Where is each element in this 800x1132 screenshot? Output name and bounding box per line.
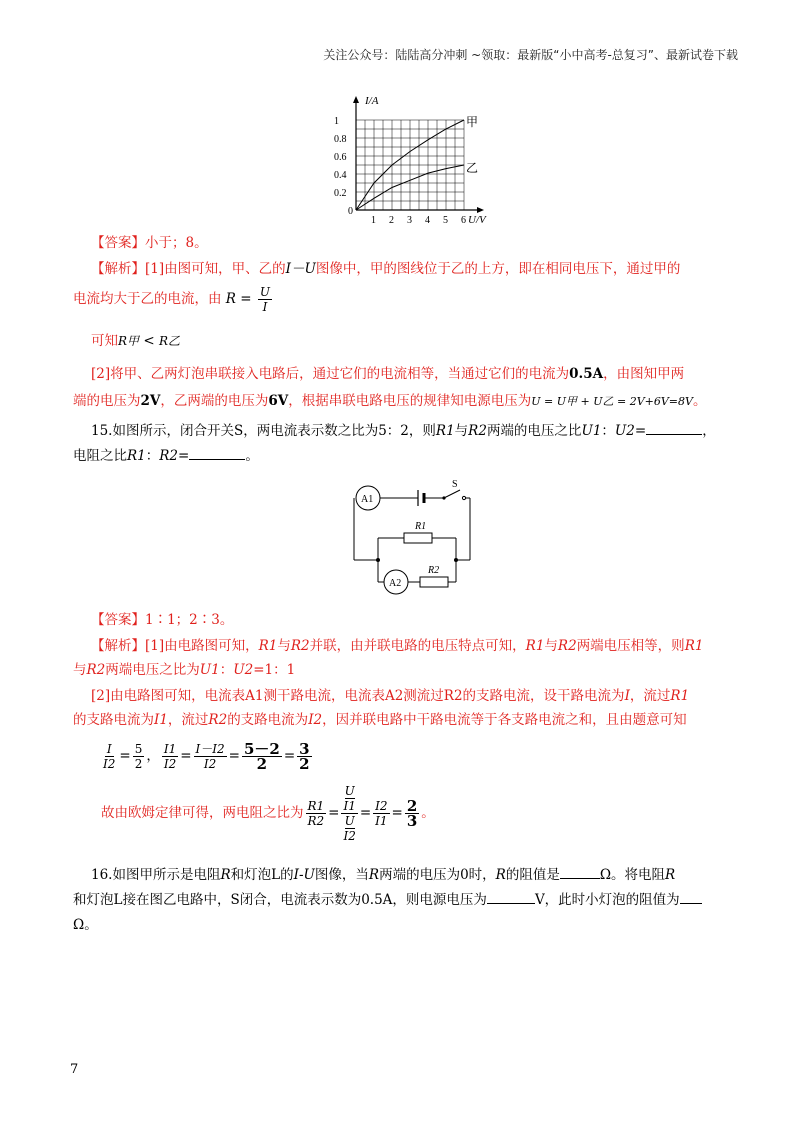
analysis-label: 【解析】 <box>91 261 145 277</box>
origin-label: 0 <box>348 206 353 217</box>
svg-text:S: S <box>452 479 458 490</box>
q16-question-line1: 16.如图甲所示是电阻R和灯泡L的I-U图像，当R两端的电压为0时，R的阻值是 Ω。将电阻R <box>73 862 733 888</box>
switch-s <box>444 490 460 498</box>
q15-analysis-line1: 【解析】[1]由电路图可知，R1与R2并联，由并联电路的电压特点可知，R1与R2两端电压相等，则R1 <box>91 638 704 654</box>
x-tick-label: 1 <box>371 215 376 226</box>
y-tick-label: 0.6 <box>334 152 347 163</box>
series-jia-label: 甲 <box>466 115 479 129</box>
resistor-r1 <box>404 533 432 543</box>
answer-label: 【答案】 <box>91 235 145 251</box>
x-tick-label: 4 <box>425 215 430 226</box>
q15-analysis-line4: 的支路电流为I1，流过R2的支路电流为I2，因并联电路中干路电流等于各支路电流之和，且由题意可知 <box>73 712 687 728</box>
q15-question-line2: 电阻之比R1：R2= 。 <box>73 443 733 469</box>
q14-analysis-line1: 【解析】[1]由图可知，甲、乙的I－U图像中，甲的图线位于乙的上方，即在相同电压下，通过甲的 <box>91 261 681 277</box>
resistor-r2 <box>420 577 448 587</box>
iu-chart <box>330 92 490 232</box>
svg-text:R2: R2 <box>428 565 440 576</box>
q15-analysis-line2: 与R2两端电压之比为U1：U2=1：1 <box>73 662 296 678</box>
x-tick-label: 5 <box>443 215 448 226</box>
x-tick-label: 3 <box>407 215 412 226</box>
answer-blank[interactable] <box>560 864 600 879</box>
q14-analysis-line5: 端的电压为2V，乙两端的电压为6V，根据串联电路电压的规律知电源电压为U = U甲 + U乙 = 2V+6V=8V。 <box>73 393 707 409</box>
x-tick-label: 2 <box>389 215 394 226</box>
q15-ratio-formula: $\frac{I}{I2}$ = $\frac{5}{2}$ ， $\frac{I1}{I2}$ = $\frac{I-I2}{I2}$ = $\frac{5-2}{2}$ = $\frac{3}{2}$ <box>103 739 310 773</box>
page-number: 7 <box>70 1062 79 1077</box>
y-axis-label: I/A <box>365 95 379 107</box>
x-axis-arrow <box>477 207 484 213</box>
q14-analysis-line2: 电流均大于乙的电流，由 R = $\frac{U}{I}$ <box>73 285 270 314</box>
page-header: 关注公众号：陆陆高分冲刺 ~领取：最新版“小中高考-总复习”、最新试卷下载 <box>323 48 738 62</box>
answer-blank[interactable] <box>680 889 702 904</box>
answer-text: 小于；8。 <box>145 235 208 251</box>
y-axis-arrow <box>353 96 359 103</box>
q16-question-line3: Ω。 <box>73 917 98 933</box>
circuit-diagram <box>340 478 480 600</box>
svg-text:R1: R1 <box>415 521 427 532</box>
q14-analysis-line3: 可知R甲 < R乙 <box>91 333 180 349</box>
answer-blank[interactable] <box>646 420 702 435</box>
y-tick-label: 0.2 <box>334 188 347 199</box>
q15-analysis-line3: [2]由电路图可知，电流表A1测干路电流，电流表A2测流过R2的支路电流，设干路电流为I，流过R1 <box>91 688 690 704</box>
y-tick-label: 0.8 <box>334 134 347 145</box>
q15-question-line1: 15.如图所示，闭合开关S，两电流表示数之比为5：2，则R1与R2两端的电压之比U1：U2= ， <box>73 418 733 444</box>
answer-blank[interactable] <box>189 445 245 460</box>
q15-answer: 【答案】1∶1；2∶3。 <box>91 612 234 628</box>
y-tick-label: 1 <box>334 116 339 127</box>
x-tick-label: 6 <box>461 215 466 226</box>
q14-analysis-line4: [2]将甲、乙两灯泡串联接入电路后，通过它们的电流相等，当通过它们的电流为0.5A，由图知甲两 <box>91 366 685 382</box>
answer-blank[interactable] <box>487 889 535 904</box>
q14-answer <box>73 230 733 256</box>
q16-question-line2: 和灯泡L接在图乙电路中，S闭合，电流表示数为0.5A，则电源电压为 V，此时小灯泡的阻值为 <box>73 887 733 913</box>
series-yi-label: 乙 <box>466 161 479 175</box>
svg-text:A1: A1 <box>361 494 374 505</box>
y-tick-label: 0.4 <box>334 170 347 181</box>
chart-grid <box>356 120 464 210</box>
svg-text:A2: A2 <box>389 578 402 589</box>
x-axis-label: U/V <box>468 214 486 226</box>
q15-ohm-formula: 故由欧姆定律可得，两电阻之比为 $\frac{R1}{R2}$ = U I1 U I2 = $\frac{I2}{I1}$ = $\frac{2}{3}$ 。 <box>101 783 435 843</box>
